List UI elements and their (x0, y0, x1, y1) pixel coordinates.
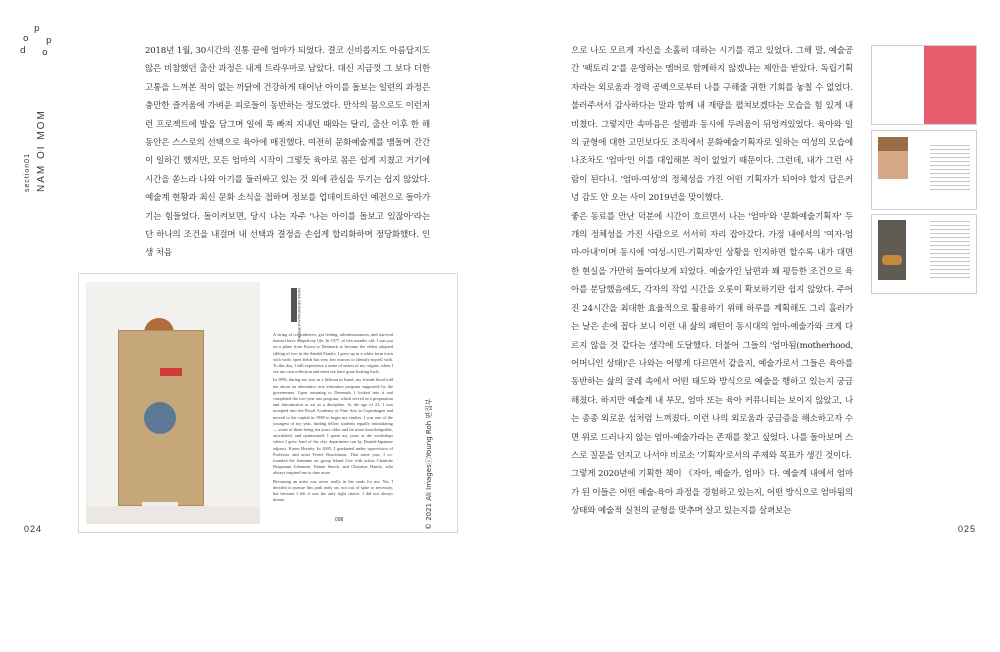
pink-page (924, 46, 976, 124)
section-title: NAM OI MOM (36, 109, 47, 192)
page-number-right: 025 (958, 524, 977, 534)
page-number-left: 024 (24, 524, 43, 534)
figure-body-text: A string of coincidences, gut feeling, adventurousness, and survival instinct have shaped my life. In 1977, at five months old, I was put on a plane from Korea to Denmark to become the oldest adopted sibling of two in the Sandal Family. I grew up in a white farm town with wide, open fields but very few mirrors to identify myself with. To this day, I still experience a sense of unrest of my origins, when I see my own reflection and meet see have gone looking back. In 1996, during my stay as a lifeboat in Israel, my friends hired told me about an alternative arts education program supported by the government. Upon returning to Denmark, I looked into it and completed the two-year arts program, which served as a preparation and introduction to art as a discipline. At the age of 23, I was accepted into the Royal Academy of Fine Arts in Copenhagen and moved to the capital in 1998 to begin my studies. I was one of the youngest of my year, finding fellow students equally intimidating — some of them being ten years older and far more knowledgeable, articulated, and opinionated. I spent my years at the workshops where I grew fond of the clay department run by Danish-Japanese adjunct, Karen Hornby. In 2005, I graduated under supervision of Professor and artist Yvette Bouchtaoui. That same year, I co-founded the feminine art group Island Life with artists Charlotte Bergmann Johansen, Nanna Starck, and Christina Hanitz, who always inspired me to dare more. Becoming an artist was never really in the cards for me. Yet, I decided to pursue this path early on, not out of spite or necessity, but because I felt it was the only right choice. I did not always dream (273, 332, 393, 503)
paragraph: 좋은 동료를 만난 덕분에 시간이 흐르면서 나는 '엄마'와 '문화예술기획자' 두 개의 정체성을 가진 사람으로 서서히 자리 잡아갔다. 가정 내에서의 '여자-엄마-아내'이며 동시에 '여성-시민-기획자'인 상황을 인지하면 할수록 내가 대면한 현실을 가만히 들여다보게 되었다. 예술가인 남편과 꽤 평등한 조건으로 육아를 분담했음에도, 각자의 작업 시간을 오롯이 확보하기란 쉽지 않았다. 주어진 24시간을 최대한 효율적으로 활용하기 위해 하루를 계획해도 그리 흘러가는 날은 손에 꼽다 보니 이런 내 삶의 패턴이 동시대의 엄마-예술가와 크게 다르지 않을 것 같다는 생각에 도달했다. 더불어 그들의 '엄마됨(motherhood, 어머니인 상태)'은 나와는 어떻게 다르면서 같을지, 예술가로서 그들은 육아를 동반하는 삶의 굴레 속에서 어떤 태도와 방식으로 예술을 행하고 있는지 궁금해졌다. 하지만 예술계 내 부모, 엄마 또는 육아 커뮤니티는 보이지 않았고, 나는 종종 외로운 섬처럼 느껴졌다. 이런 나의 외로움과 궁금증을 해소하고자 수면 위로 드러나지 않는 엄마-예술가라는 존재를 찾고 싶었다. 나를 돌아보며 스스로 질문을 던지고 나서야 비로소 '기획자'로서의 주제와 목표가 생긴 것이다. (571, 211, 853, 461)
installation-photo (878, 220, 906, 280)
thumbnail-portrait-spread (871, 130, 977, 210)
section-header: p o p d o section01 NAM OI MOM (20, 24, 52, 192)
figure-header-text: HANA SENNEMAN KIRKEBY (297, 288, 302, 342)
photo-credit: © 2021 Ali ImagesⓒYoung Roh 편집부 (425, 398, 433, 530)
blue-disc (144, 402, 176, 434)
figure-page-number: 098 (335, 517, 344, 523)
paragraph: 그렇게 2020년에 기획한 책이 《자아, 예술가, 엄마》다. 예술계 내에서 엄마가 된 이들은 어떤 예술-육아 과정을 경험하고 있는지, 어떤 방식으로 엄마됨의 상태와 예술적 실천의 균형을 맞추며 살고 있는지를 살펴보는 (571, 469, 853, 517)
artist-photo (86, 282, 260, 524)
thumbnail-pink-spread (871, 45, 977, 125)
embedded-spread-figure (78, 273, 458, 533)
left-body-text (145, 42, 430, 263)
right-body-text (571, 42, 853, 521)
paragraph: 2018년 1월, 30시간의 진통 끝에 엄마가 되었다. 결코 신비롭지도 아름답지도 않은 비참했던 출산 과정은 내게 트라우마로 남았다. 대신 지금껏 그 보다 더한 고통을 느껴본 적이 없는 까닭에 건강하게 태어난 아이를 돌보는 일련의 과정은 충만한 즐거움에 가벼운 피로들이 동반하는 정도였다. 만삭의 몸으로도 이런저런 프로젝트에 발을 담그며 일에 푹 빠져 지내던 때와는 달리, 출산 이후 한 해 동안은 스스로의 선택으로 육아에 매진했다. 여전히 문화예술계를 맴돌며 간간이 일하긴 했지만, 모든 엄마의 시작이 그렇듯 육아로 몸은 쉽게 지쳤고 거기에 시간을 쏟느라 나와 아기를 둘러싸고 있는 것 외에 관심을 두기는 쉽지 않았다. 예술계 현황과 최신 문화 소식을 접하며 정보를 업데이트하던 예전으로 돌아가기는 힘들었다. 돌이켜보면, 당시 나는 자주 '나는 아이를 돌보고 있잖아'라는 단 하나의 조건을 내걸며 내 선택과 결정을 손쉽게 합리화하며 정당화했다. 인생 처음 (145, 46, 430, 259)
thumbnail-photo-spread (871, 214, 977, 294)
section-label: section01 (24, 153, 31, 192)
box-label (160, 368, 182, 376)
paragraph: 으로 나도 모르게 자신을 소홀히 대하는 시기를 겪고 있었다. 그해 말, 예술공간 '팩토리 2'를 운영하는 멤버로 함께하지 않겠냐는 제안을 받았다. 독립기획자라는 외로움과 경력 공백으로부터 나를 구해줄 귀한 기회를 놓칠 수 없었다. 불러주셔서 감사하다는 말과 함께 내 재량을 펼쳐보겠다는 모습을 힘 있게 내비쳤다. 그렇지만 속마음은 설렘과 동시에 두려움이 뒤엉켜있었다. 육아와 일의 균형에 대한 고민보다도 조직에서 문화예술기획자로 일하는 여성의 모습에 나조차도 '엄마'인 이를 대입해본 적이 없었기 때문이다. 그런데, 내가 그런 사람이 된다니. '엄마-여성'의 정체성을 가진 어떤 기획자가 되어야 할지 답은커녕 감도 안 오는 사이 2019년을 맞이했다. (571, 46, 853, 204)
